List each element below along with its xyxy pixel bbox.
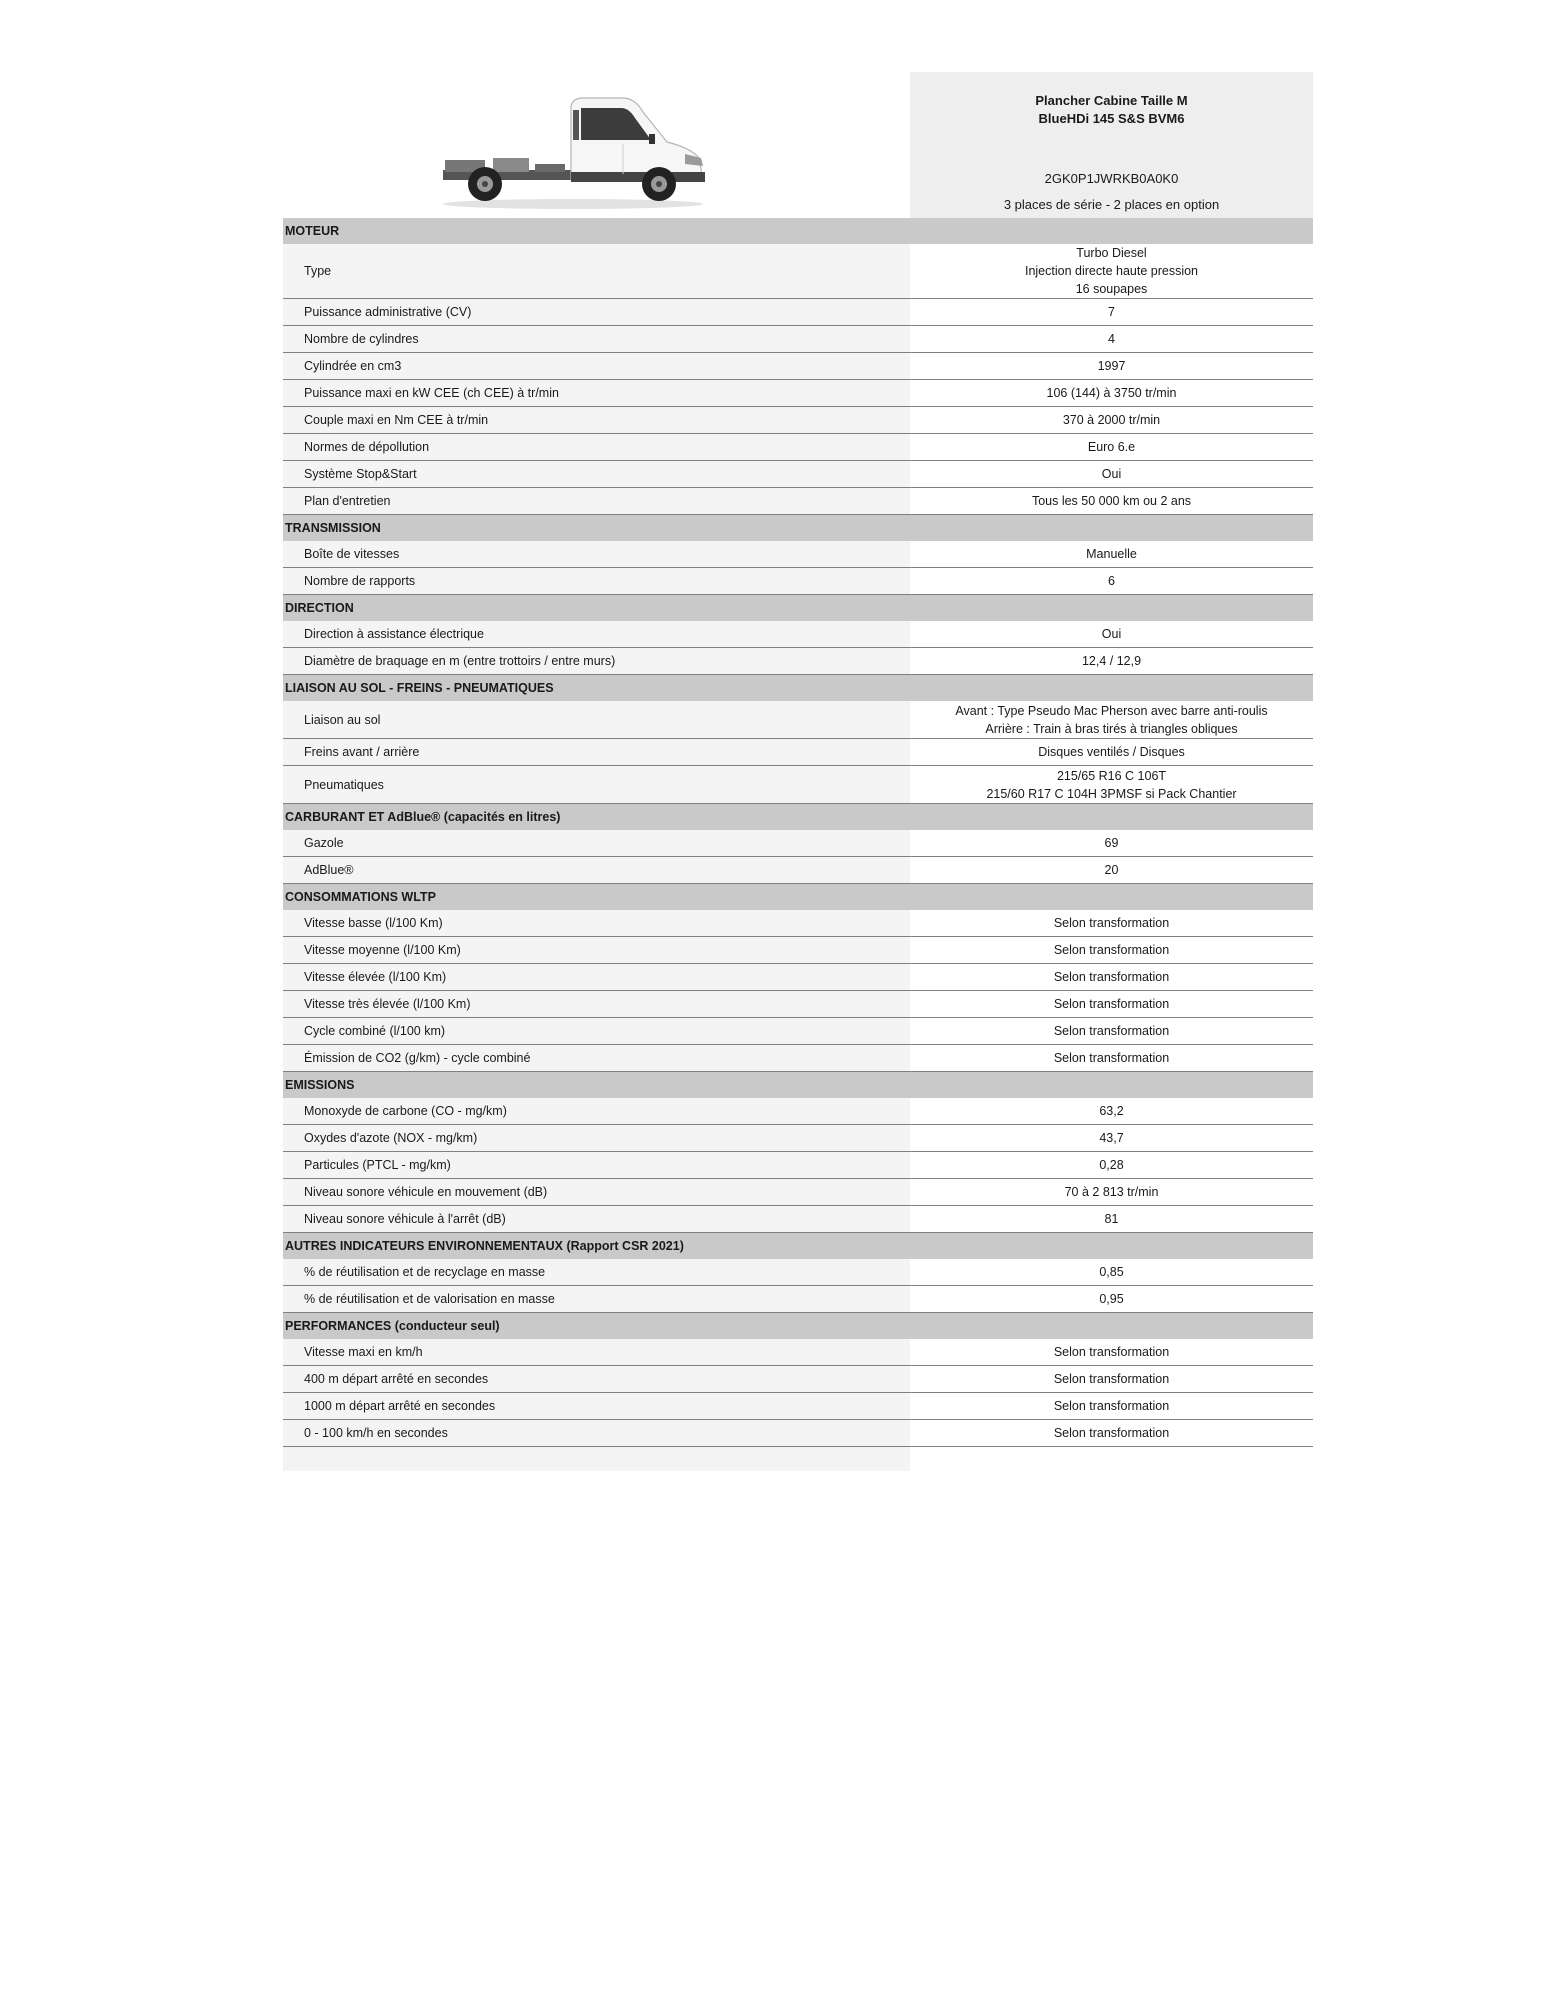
model-name-line1: Plancher Cabine Taille M bbox=[1035, 93, 1188, 108]
spec-value: 0,85 bbox=[910, 1259, 1313, 1285]
spec-label: Émission de CO2 (g/km) - cycle combiné bbox=[283, 1045, 910, 1071]
spec-label: Diamètre de braquage en m (entre trottoirs / entre murs) bbox=[283, 648, 910, 674]
spec-value: 215/65 R16 C 106T 215/60 R17 C 104H 3PMSF si Pack Chantier bbox=[910, 766, 1313, 803]
spec-row bbox=[283, 1366, 1313, 1393]
spec-value: Selon transformation bbox=[910, 910, 1313, 936]
spec-row bbox=[283, 1018, 1313, 1045]
section-header: PERFORMANCES (conducteur seul) bbox=[283, 1313, 1313, 1339]
spec-label: Gazole bbox=[283, 830, 910, 856]
section-header: MOTEUR bbox=[283, 218, 1313, 244]
spec-row bbox=[283, 488, 1313, 515]
spec-value: 69 bbox=[910, 830, 1313, 856]
spec-label: % de réutilisation et de recyclage en masse bbox=[283, 1259, 910, 1285]
spec-row bbox=[283, 461, 1313, 488]
spec-value: Euro 6.e bbox=[910, 434, 1313, 460]
spec-row bbox=[283, 621, 1313, 648]
spec-label: Puissance administrative (CV) bbox=[283, 299, 910, 325]
spec-value: Selon transformation bbox=[910, 964, 1313, 990]
model-code: 2GK0P1JWRKB0A0K0 bbox=[1044, 171, 1179, 186]
spec-row bbox=[283, 568, 1313, 595]
spec-label: Vitesse basse (l/100 Km) bbox=[283, 910, 910, 936]
spec-label: Oxydes d'azote (NOX - mg/km) bbox=[283, 1125, 910, 1151]
spec-value: Oui bbox=[910, 461, 1313, 487]
spec-value: Tous les 50 000 km ou 2 ans bbox=[910, 488, 1313, 514]
spec-value: 20 bbox=[910, 857, 1313, 883]
spec-label: Niveau sonore véhicule à l'arrêt (dB) bbox=[283, 1206, 910, 1232]
model-info-panel bbox=[910, 72, 1313, 218]
section-header: AUTRES INDICATEURS ENVIRONNEMENTAUX (Rapport CSR 2021) bbox=[283, 1233, 1313, 1259]
spec-value: Selon transformation bbox=[910, 1393, 1313, 1419]
spec-value: Selon transformation bbox=[910, 991, 1313, 1017]
spec-row bbox=[283, 857, 1313, 884]
spec-label: Cycle combiné (l/100 km) bbox=[283, 1018, 910, 1044]
model-name-line2: BlueHDi 145 S&S BVM6 bbox=[1038, 111, 1185, 126]
spec-label: Boîte de vitesses bbox=[283, 541, 910, 567]
spec-row bbox=[283, 1206, 1313, 1233]
spec-label: Monoxyde de carbone (CO - mg/km) bbox=[283, 1098, 910, 1124]
spec-value: Avant : Type Pseudo Mac Pherson avec barre anti-roulis Arrière : Train à bras tirés à triangles obliques bbox=[910, 701, 1313, 738]
spec-label: Cylindrée en cm3 bbox=[283, 353, 910, 379]
spec-label: Vitesse moyenne (l/100 Km) bbox=[283, 937, 910, 963]
spec-label: 0 - 100 km/h en secondes bbox=[283, 1420, 910, 1446]
spec-label: Vitesse maxi en km/h bbox=[283, 1339, 910, 1365]
spec-value: 81 bbox=[910, 1206, 1313, 1232]
spec-value: 106 (144) à 3750 tr/min bbox=[910, 380, 1313, 406]
spec-row bbox=[283, 326, 1313, 353]
spec-row bbox=[283, 991, 1313, 1018]
spec-row bbox=[283, 648, 1313, 675]
spec-value: 12,4 / 12,9 bbox=[910, 648, 1313, 674]
spec-label: Freins avant / arrière bbox=[283, 739, 910, 765]
spec-header bbox=[283, 72, 1313, 218]
spec-label: Vitesse très élevée (l/100 Km) bbox=[283, 991, 910, 1017]
spec-value: Selon transformation bbox=[910, 1339, 1313, 1365]
spec-row bbox=[283, 1339, 1313, 1366]
spec-row bbox=[283, 910, 1313, 937]
section-header: DIRECTION bbox=[283, 595, 1313, 621]
spec-label: Direction à assistance électrique bbox=[283, 621, 910, 647]
spec-label: Nombre de cylindres bbox=[283, 326, 910, 352]
spec-row bbox=[283, 380, 1313, 407]
spec-row bbox=[283, 1259, 1313, 1286]
spec-row bbox=[283, 434, 1313, 461]
spec-label: Liaison au sol bbox=[283, 701, 910, 738]
spec-value: Selon transformation bbox=[910, 1045, 1313, 1071]
spec-value: 43,7 bbox=[910, 1125, 1313, 1151]
spec-value: 6 bbox=[910, 568, 1313, 594]
spec-value: 7 bbox=[910, 299, 1313, 325]
spec-row bbox=[283, 541, 1313, 568]
section-header: CONSOMMATIONS WLTP bbox=[283, 884, 1313, 910]
spec-label: 400 m départ arrêté en secondes bbox=[283, 1366, 910, 1392]
spec-row bbox=[283, 1152, 1313, 1179]
spec-label: Vitesse élevée (l/100 Km) bbox=[283, 964, 910, 990]
spec-row bbox=[283, 299, 1313, 326]
spec-row bbox=[283, 830, 1313, 857]
model-name bbox=[910, 92, 1313, 128]
spec-row bbox=[283, 1393, 1313, 1420]
spec-value: 0,28 bbox=[910, 1152, 1313, 1178]
spec-value: 63,2 bbox=[910, 1098, 1313, 1124]
spec-row bbox=[283, 1098, 1313, 1125]
spec-label: Normes de dépollution bbox=[283, 434, 910, 460]
spec-row bbox=[283, 937, 1313, 964]
spec-value: 1997 bbox=[910, 353, 1313, 379]
spec-label: Particules (PTCL - mg/km) bbox=[283, 1152, 910, 1178]
spec-table bbox=[283, 218, 1313, 1447]
spec-row bbox=[283, 964, 1313, 991]
table-footer-strip bbox=[283, 1447, 910, 1471]
spec-label: AdBlue® bbox=[283, 857, 910, 883]
spec-label: 1000 m départ arrêté en secondes bbox=[283, 1393, 910, 1419]
spec-label: Nombre de rapports bbox=[283, 568, 910, 594]
spec-value: 0,95 bbox=[910, 1286, 1313, 1312]
spec-label: % de réutilisation et de valorisation en masse bbox=[283, 1286, 910, 1312]
spec-row bbox=[283, 766, 1313, 804]
spec-value: Turbo Diesel Injection directe haute pression 16 soupapes bbox=[910, 244, 1313, 298]
chassis-cab-van-image bbox=[423, 84, 713, 214]
spec-row bbox=[283, 1125, 1313, 1152]
model-seats: 3 places de série - 2 places en option bbox=[1003, 197, 1220, 212]
section-header: CARBURANT ET AdBlue® (capacités en litres) bbox=[283, 804, 1313, 830]
spec-row bbox=[283, 739, 1313, 766]
spec-row bbox=[283, 1179, 1313, 1206]
spec-value: 4 bbox=[910, 326, 1313, 352]
spec-value: Selon transformation bbox=[910, 937, 1313, 963]
spec-label: Puissance maxi en kW CEE (ch CEE) à tr/min bbox=[283, 380, 910, 406]
spec-label: Système Stop&Start bbox=[283, 461, 910, 487]
spec-value: Selon transformation bbox=[910, 1366, 1313, 1392]
spec-row bbox=[283, 407, 1313, 434]
spec-value: Selon transformation bbox=[910, 1018, 1313, 1044]
spec-row bbox=[283, 1286, 1313, 1313]
spec-value: Disques ventilés / Disques bbox=[910, 739, 1313, 765]
spec-row bbox=[283, 244, 1313, 299]
spec-row bbox=[283, 1420, 1313, 1447]
spec-label: Couple maxi en Nm CEE à tr/min bbox=[283, 407, 910, 433]
spec-value: Oui bbox=[910, 621, 1313, 647]
spec-row bbox=[283, 353, 1313, 380]
section-header: TRANSMISSION bbox=[283, 515, 1313, 541]
spec-value: Manuelle bbox=[910, 541, 1313, 567]
section-header: EMISSIONS bbox=[283, 1072, 1313, 1098]
spec-label: Plan d'entretien bbox=[283, 488, 910, 514]
spec-label: Pneumatiques bbox=[283, 766, 910, 803]
spec-value: 70 à 2 813 tr/min bbox=[910, 1179, 1313, 1205]
spec-value: Selon transformation bbox=[910, 1420, 1313, 1446]
spec-sheet bbox=[283, 72, 1313, 1471]
spec-row bbox=[283, 1045, 1313, 1072]
spec-row bbox=[283, 701, 1313, 739]
spec-label: Niveau sonore véhicule en mouvement (dB) bbox=[283, 1179, 910, 1205]
spec-value: 370 à 2000 tr/min bbox=[910, 407, 1313, 433]
spec-label: Type bbox=[283, 244, 910, 298]
section-header: LIAISON AU SOL - FREINS - PNEUMATIQUES bbox=[283, 675, 1313, 701]
